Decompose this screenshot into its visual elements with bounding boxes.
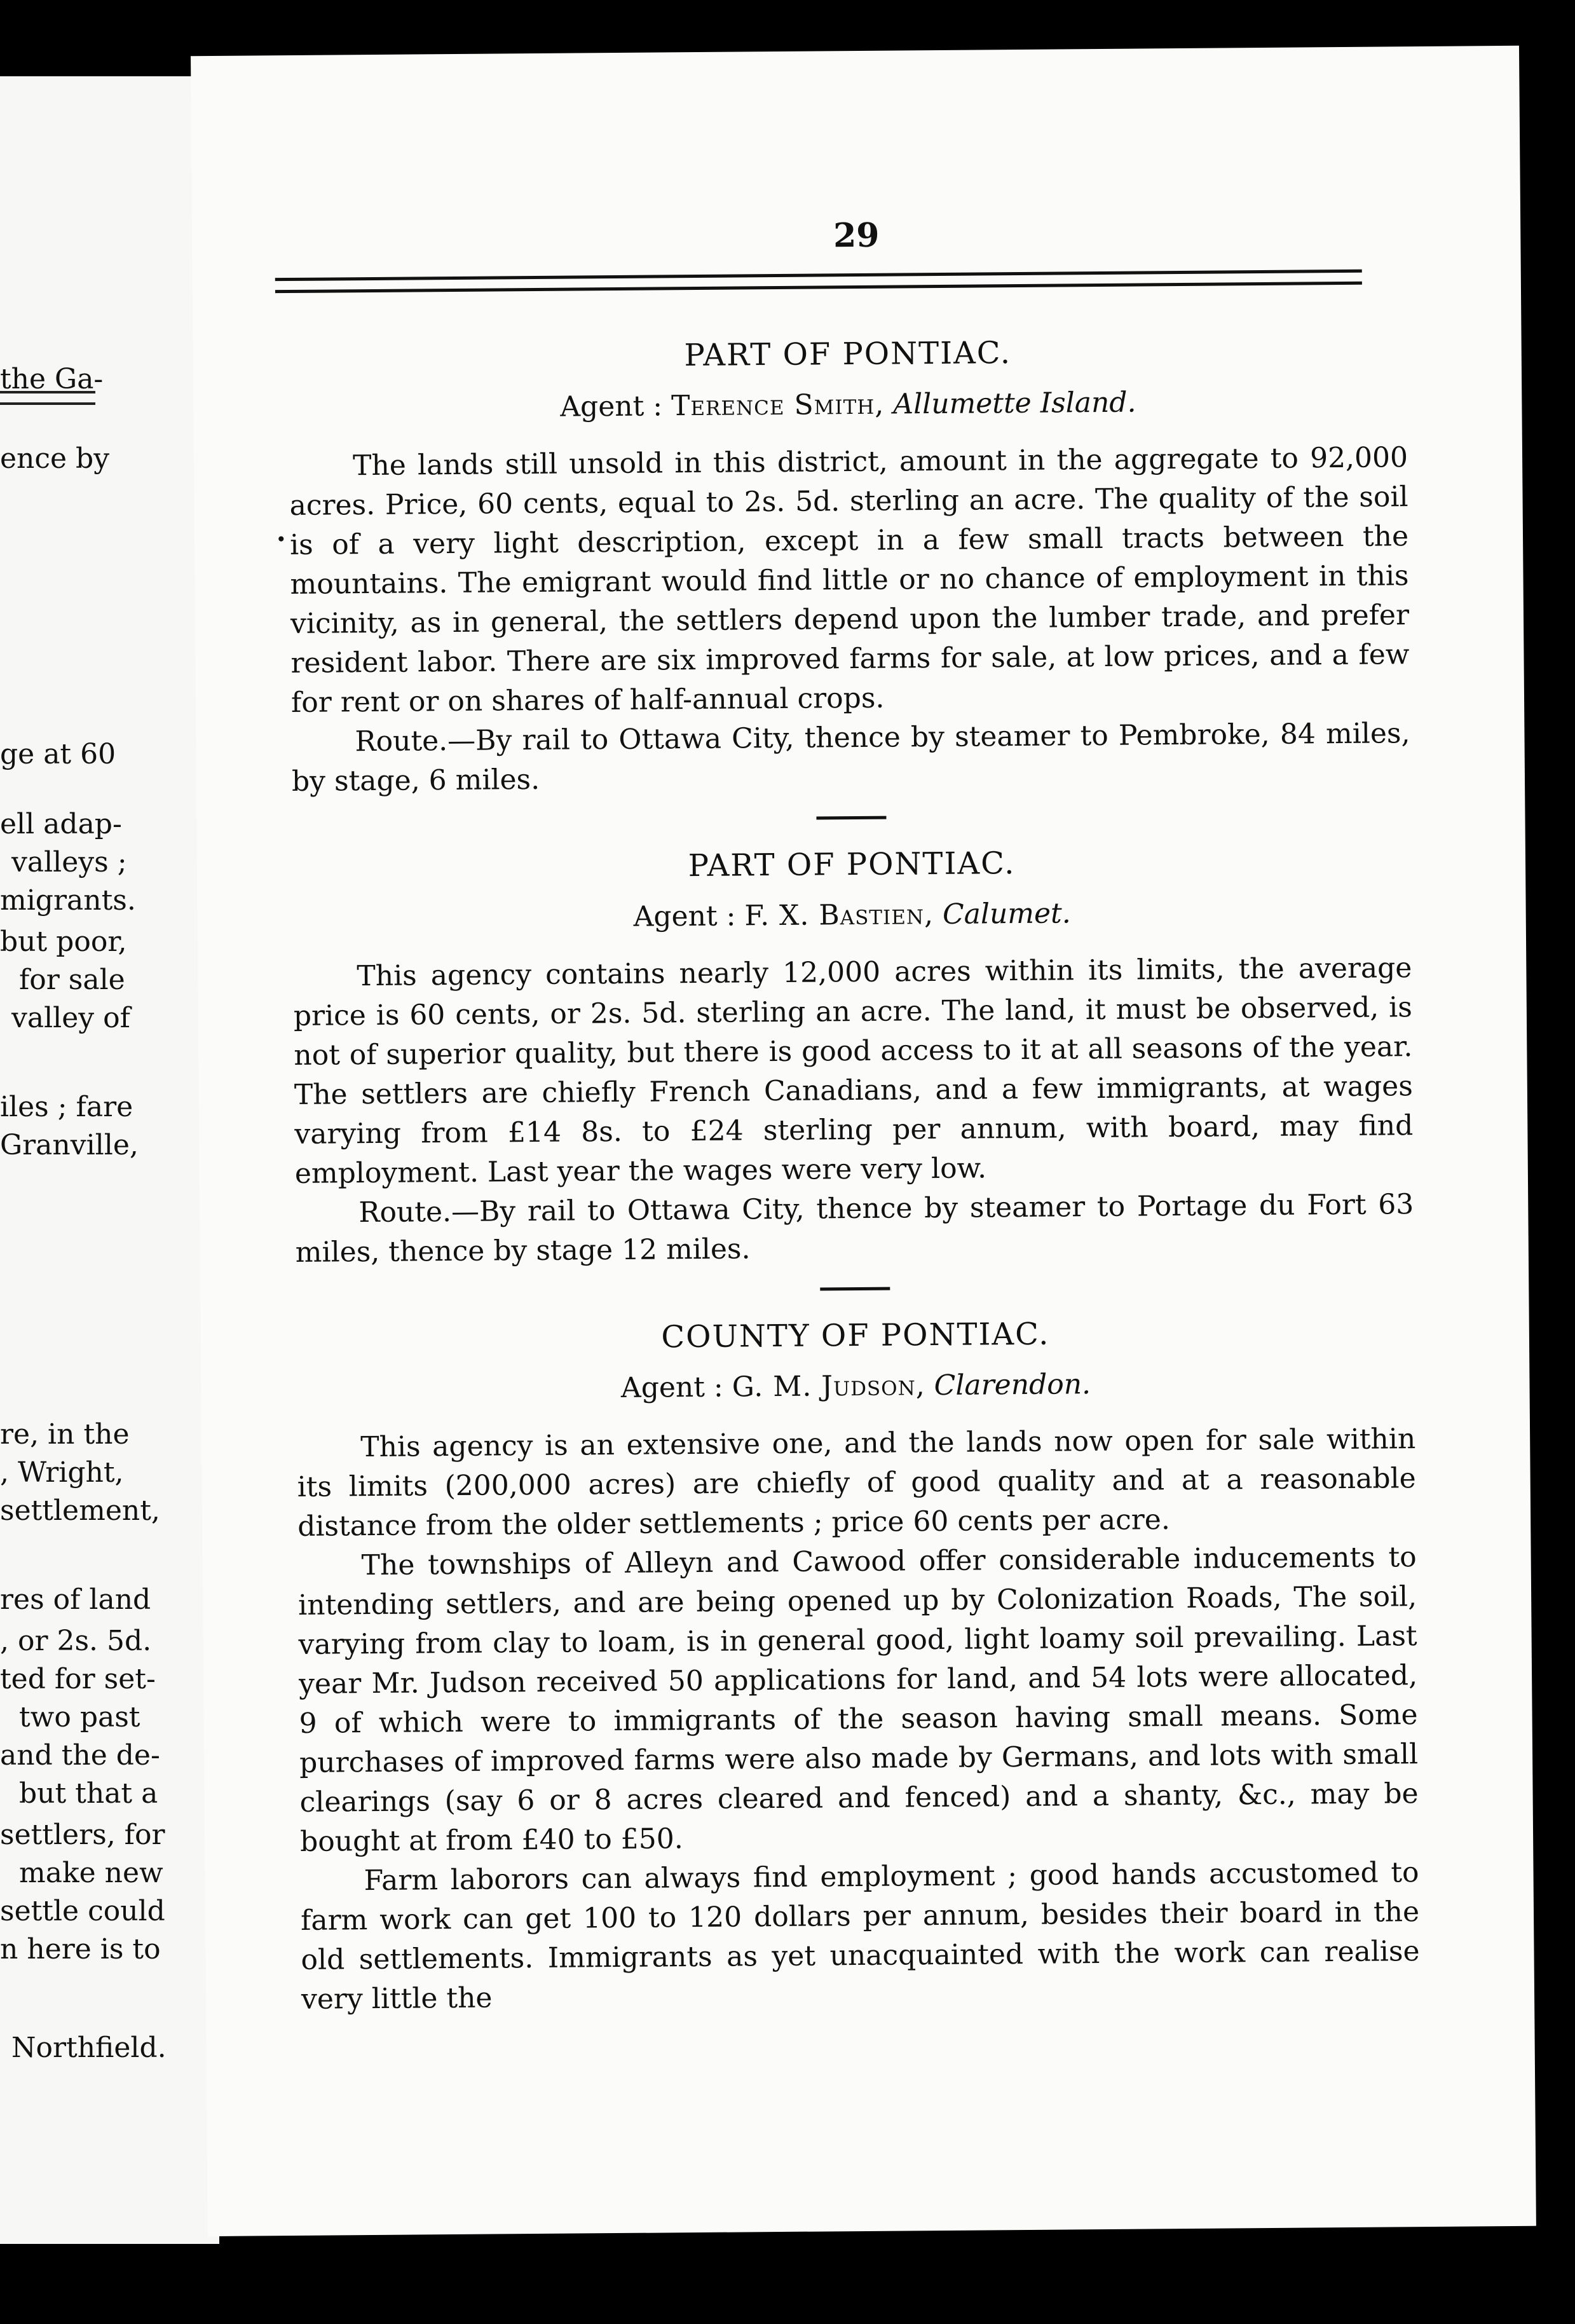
agent-line (289, 381, 1407, 429)
section-divider (820, 1287, 890, 1291)
left-line: Granville, (0, 1129, 139, 1161)
section-title: COUNTY OF PONTIAC. (661, 1316, 1050, 1355)
agent-place: Clarendon. (934, 1368, 1091, 1402)
agent-line (292, 891, 1411, 940)
paragraph: This agency contains nearly 12,000 acres within its limits, the average price is 60 cents, or 2s. 5d. sterling an acre. The land, it must be observed, is not of superior quality, but there is good access to it at all seasons of the year. The settlers are chiefly French Canadians, and a few immigrants, at wages varying from £14 8s. to £24 sterling per annum, with board, may find employment. Last year the wages were very low. (293, 952, 1414, 1190)
left-line: re, in the (0, 1418, 130, 1451)
header-rule (275, 270, 1362, 293)
left-line: ell adap- (0, 808, 122, 840)
left-line: ge at 60 (0, 738, 116, 770)
agent-label: Agent : (560, 390, 663, 423)
left-line: for sale (19, 964, 125, 996)
paragraph: Farm laborors can always find employment ; good hands accustomed to farm work can get 100 to 120 dollars per annum, besides their board in the old settlements. Immigrants as yet unacquainted with the work can realise very little the (300, 1856, 1420, 2016)
left-line: but poor, (0, 926, 127, 958)
main-page (191, 46, 1536, 2236)
section-part-of-pontiac-2 (292, 840, 1414, 1273)
left-line: the Ga- (0, 363, 104, 395)
left-line: n here is to (0, 1933, 161, 1965)
agent-label: Agent : (633, 899, 736, 933)
agent-label: Agent : (620, 1370, 723, 1404)
agent-place: Calumet. (942, 897, 1071, 931)
section-divider (816, 816, 886, 820)
page-content (288, 313, 1420, 2020)
page-number: 29 (833, 215, 880, 256)
left-line: settle could (0, 1895, 165, 1927)
section-title: PART OF PONTIAC. (688, 845, 1016, 884)
left-line: ence by (0, 442, 110, 475)
left-line: migrants. (0, 884, 136, 917)
agent-name: Terence Smith, (671, 388, 885, 423)
left-facing-page (0, 76, 219, 2244)
left-line: ted for set- (0, 1663, 156, 1695)
left-line: but that a (19, 1777, 158, 1810)
route-paragraph: Route.—By rail to Ottawa City, thence by steamer to Portage du Fort 63 miles, thence by stage 12 miles. (295, 1188, 1414, 1269)
section-title: PART OF PONTIAC. (684, 335, 1012, 374)
margin-mark: • (275, 529, 287, 550)
section-part-of-pontiac-1 (289, 330, 1411, 802)
agent-place: Allumette Island. (893, 386, 1136, 421)
paragraph: The lands still unsold in this district, amount in the aggregate to 92,000 acres. Price, 60 cents, equal to 2s. 5d. sterling an acre. The quality of the soil is of a very light description, except in a few small tracts between the mountains. The emigrant would find little or no chance of employment in this vicinity, as in general, the settlers depend upon the lumber trade, and prefer resident labor. There are six improved farms for sale, at low prices, and a few for rent or on shares of half-annual crops. (289, 441, 1410, 719)
agent-name: G. M. Judson, (732, 1369, 925, 1404)
left-line: Northfield. (11, 2032, 167, 2064)
left-line: and the de- (0, 1739, 160, 1772)
left-line: iles ; fare (0, 1091, 133, 1123)
paragraph: The townships of Alleyn and Cawood offer considerable inducements to intending settlers, and are being opened up by Colonization Roads, The soil, varying from clay to loam, is in general good, light loamy soil prevailing. Last year Mr. Judson received 50 applications for land, and 54 lots were allocated, 9 of which were to immigrants of the season having small means. Some purchases of improved farms were also made by Germans, and lots with small clearings (say 6 or 8 acres cleared and fenced) and a shanty, &c., may be bought at from £40 to £50. (297, 1541, 1419, 1858)
left-line: two past (19, 1701, 140, 1733)
agent-name: F. X. Bastien, (744, 898, 934, 933)
left-line: make new (19, 1857, 163, 1889)
section-county-of-pontiac (296, 1311, 1421, 2020)
left-line: valley of (11, 1002, 130, 1034)
left-line: res of land (0, 1583, 151, 1616)
left-line: settlers, for (0, 1819, 165, 1851)
route-paragraph: Route.—By rail to Ottawa City, thence by steamer to Pembroke, 84 miles, by stage, 6 miles. (291, 717, 1410, 798)
agent-line (296, 1362, 1415, 1411)
left-line: valleys ; (11, 846, 127, 878)
left-line: settlement, (0, 1494, 160, 1527)
paragraph: This agency is an extensive one, and the lands now open for sale within its limits (200,000 acres) are chiefly of good quality and at a reasonable distance from the older settlements ; price 60 cents per acre. (297, 1423, 1416, 1543)
left-line: , Wright, (0, 1456, 124, 1489)
left-line: , or 2s. 5d. (0, 1625, 152, 1657)
